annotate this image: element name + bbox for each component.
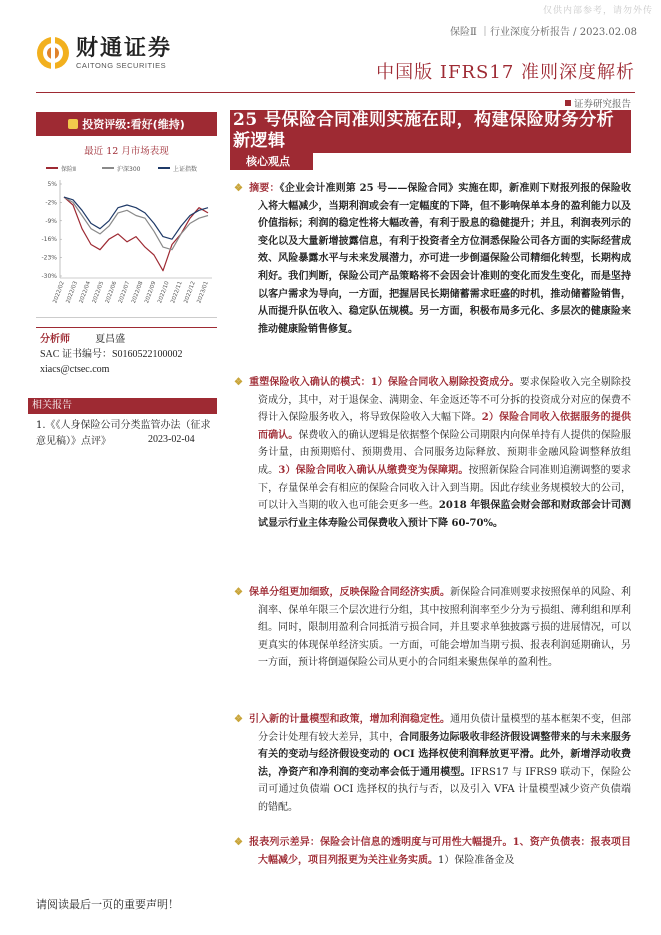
x-tick-label: 2022/03: [65, 280, 79, 305]
y-tick-label: -16%: [41, 236, 57, 244]
performance-label: 最近 12 月市场表现: [84, 146, 169, 157]
measurement-text-a: 通用负债计量模型的基本框架不变，但部分会计处理有较大差异，其中，: [258, 714, 632, 743]
x-tick-label: 2023/01: [196, 280, 210, 305]
revenue-heading-3: 3）保险合同收入确认从缴费变为保障期。: [278, 464, 469, 476]
diamond-bullet-icon: ❖: [234, 837, 244, 848]
y-tick-label: 5%: [47, 181, 57, 188]
x-tick-label: 2022/09: [144, 280, 158, 305]
y-tick-label: -30%: [41, 273, 57, 280]
revenue-heading-2: 2）保险合同收入依据服务的提供而确认。: [258, 412, 631, 441]
summary-heading: 摘要：: [249, 183, 280, 194]
revenue-text-c: 按照新保险合同准则追溯调整的要求下，存量保单会有相应的保险合同收入计入到当期。因此存续业务规模较大的公司，可以计入当期的收入也可能会更多一些。: [258, 464, 632, 512]
revenue-text-b: 保费收入的确认逻辑是依据整个保险公司期限内向保单持有人提供的保险服务计量，由预期赔付、预期费用、合同服务边际释放、预期非金融风险调整释放组成。: [258, 429, 632, 476]
brand-name-cn: 财通证券: [76, 35, 173, 61]
diamond-bullet-icon: ❖: [234, 714, 244, 725]
diamond-bullet-icon: ❖: [234, 183, 244, 194]
tag-square-icon: [565, 100, 571, 106]
diamond-bullet-icon: ❖: [234, 377, 244, 388]
y-tick-label: -9%: [45, 217, 57, 225]
rating-banner: [36, 112, 217, 136]
x-tick-label: 2022/07: [117, 280, 132, 305]
research-tag-label: 证券研究报告: [573, 99, 631, 110]
x-tick-label: 2022/10: [157, 280, 171, 305]
measurement-bold: 合同服务边际吸收非经济假设调整带来的与未来服务有关的变动与经济假设变动的 OCI 选择权使利润释放更平滑。此外，新增浮动收费法，净资产和净利润的变动率会低于通用模型。: [258, 731, 632, 778]
x-tick-label: 2022/02: [52, 280, 66, 305]
research-tag: [565, 96, 631, 110]
header-divider: [36, 92, 635, 93]
paragraph-revenue: [234, 374, 631, 532]
y-tick-label: -2%: [45, 199, 57, 207]
chart-svg: [36, 158, 217, 318]
legend-label: 保险Ⅱ: [61, 166, 76, 173]
brand-name-en: CAITONG SECURITIES: [76, 60, 167, 70]
y-tick-label: -23%: [41, 254, 57, 262]
x-tick-label: 2022/06: [104, 280, 119, 305]
analyst-block: [40, 332, 183, 377]
logo-icon: [36, 36, 70, 70]
summary-body: 《企业会计准则第 25 号——保险合同》实施在即，新准则下财报列报的保险收入将大幅减少，当期利润或会有一定幅度的下降，但不影响保单本身的盈利能力以及价值指标；利润的稳定性将大幅改善，有利于股息的稳健提升；并且，利润表列示的变化以及大量新增披露信息，有利于投资者全方位洞悉保险公司各方面的实际经营成效、风险暴露水平与未来发展潜力，亦可进一步倒逼保险公司精细化转型，长期构成利好。我们判断，保险公司产品策略将不会因会计准则的变化而发生变化，而是坚持以客户需求为导向，一方面，把握居民长期储蓄需求旺盛的时机，推动储蓄险销售，从而提升队伍收入、稳定队伍规模。另一方面，积极布局多元化、多层次的健康险来推动健康险销售修复。: [258, 183, 631, 335]
analyst-name: 夏昌盛: [95, 334, 126, 345]
x-tick-label: 2022/11: [170, 280, 184, 305]
brand-logo: [36, 36, 172, 70]
core-view-label: 核心观点: [230, 153, 313, 170]
related-report-item[interactable]: 1.《《人身保险公司分类监管办法（征求意见稿）》点评》: [36, 420, 211, 447]
x-tick-label: 2022/12: [183, 280, 197, 305]
header-meta: 保险Ⅱ ｜行业深度分析报告 / 2023.02.08: [450, 27, 637, 38]
presentation-heading: 报表列示差异：保险会计信息的透明度与可用性大幅提升。1、资产负债表：报表项目大幅减少，项目列报更为关注业务实质。: [249, 837, 631, 866]
market-performance-chart: [36, 158, 217, 318]
presentation-body: 1）保险准备金及: [438, 854, 515, 866]
measurement-heading: 引入新的计量模型和政策，增加利润稳定性。: [249, 714, 451, 725]
x-tick-label: 2022/08: [130, 280, 145, 305]
revenue-bold: 2018 年银保监会财会部和财政部会计司测试显示行业主体寿险公司保费收入预计下降 60-70%。: [258, 500, 631, 529]
x-tick-label: 2022/05: [91, 280, 106, 305]
grouping-heading: 保单分组更加细致，反映保险合同经济实质。: [249, 587, 451, 598]
series-line: [64, 197, 208, 239]
revenue-text-a: 要求保险收入完全剔除投资成分，其中，对于退保金、满期金、年金返还等不可分拆的投资成分对应的保费不得计入保险服务收入，将导致保险收入大幅下降。: [258, 377, 632, 424]
paragraph-measurement: [234, 711, 631, 817]
footer-disclaimer: 请阅读最后一页的重要声明！: [36, 898, 179, 911]
rating-label: 投资评级:看好(维持): [82, 118, 185, 131]
report-series-title: 中国版 IFRS17 准则深度解析: [376, 62, 635, 83]
grouping-body: 新保险合同准则要求按照保单的风险、利润率、保单年限三个层次进行分组，其中按照利润率至少分为亏损组、薄利组和厚利组。同时，限制用盈利合同抵消亏损合同，并且要求单独披露亏损的进展情况，可以更真实的体现保单经济实质。一方面，可能会增加当期亏损、报表利润延期确认，另一方面，预计将倒逼保险公司从更小的合同组来聚焦保单的盈利性。: [258, 587, 632, 669]
related-reports-header: 相关报告: [28, 398, 217, 414]
rating-icon: [68, 119, 78, 129]
related-report-date: 2023-02-04: [148, 434, 195, 445]
legend-label: 上证指数: [173, 166, 198, 173]
analyst-role: 分析师: [40, 334, 70, 345]
measurement-text-b: IFRS17 与 IFRS9 联动下，保险公司可通过负债端 OCI 选择权的执行与否，以及引入 VFA 计量模型减少资产负债端的错配。: [258, 766, 631, 813]
legend-label: 沪深300: [117, 166, 141, 173]
x-tick-label: 2022/04: [78, 280, 93, 305]
paragraph-summary: [234, 180, 631, 338]
diamond-bullet-icon: ❖: [234, 587, 244, 598]
watermark: 仅供内部参考，请勿外传: [542, 6, 653, 16]
page-title: 25 号保险合同准则实施在即，构建保险财务分析新逻辑: [233, 110, 615, 151]
revenue-heading: 重塑保险收入确认的模式：1）保险合同收入剔除投资成分。: [249, 377, 520, 388]
paragraph-presentation: [234, 834, 631, 869]
analyst-email[interactable]: xiacs@ctsec.com: [40, 364, 110, 375]
analyst-divider: [36, 327, 217, 328]
analyst-sac: SAC 证书编号：S0160522100002: [40, 349, 183, 360]
paragraph-grouping: [234, 584, 631, 672]
